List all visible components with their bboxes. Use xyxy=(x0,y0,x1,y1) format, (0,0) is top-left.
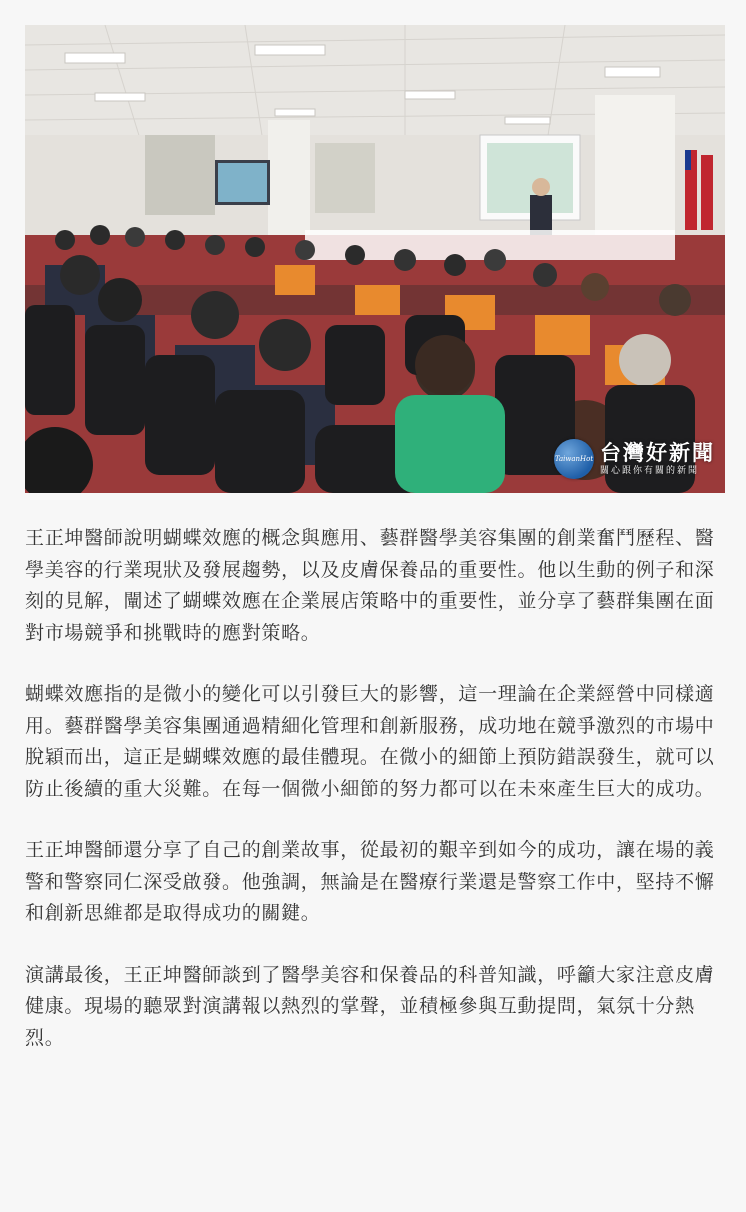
paragraph: 演講最後，王正坤醫師談到了醫學美容和保養品的科普知識，呼籲大家注意皮膚健康。現場的聽眾對演講報以熱烈的掌聲，並積極參與互動提問，氣氛十分熱烈。 xyxy=(25,963,715,1049)
paragraph: 蝴蝶效應指的是微小的變化可以引發巨大的影響，這一理論在企業經營中同樣適用。藝群醫學美容集團通過精細化管理和創新服務，成功地在競爭激烈的市場中脫穎而出，這正是蝴蝶效應的最佳體現。在微小的細節上預防錯誤發生，就可以防止後續的重大災難。在每一個微小細節的努力都可以在未來產生巨大的成功。 xyxy=(25,683,715,800)
news-watermark xyxy=(554,439,715,479)
lecture-hall-image xyxy=(25,25,725,493)
news-logo-text: TaiwanHot xyxy=(554,455,594,463)
watermark-text xyxy=(600,441,715,477)
watermark-title: 台灣好新聞 xyxy=(600,441,715,465)
paragraph: 王正坤醫師還分享了自己的創業故事，從最初的艱辛到如今的成功，讓在場的義警和警察同仁深受啟發。他強調，無論是在醫療行業還是警察工作中，堅持不懈和創新思維都是取得成功的關鍵。 xyxy=(25,839,715,924)
watermark-slogan: 關心跟你有關的新聞 xyxy=(600,466,700,476)
article-body xyxy=(25,523,725,1084)
paragraph: 王正坤醫師說明蝴蝶效應的概念與應用、藝群醫學美容集團的創業奮鬥歷程、醫學美容的行業現狀及發展趨勢，以及皮膚保養品的重要性。他以生動的例子和深刻的見解，闡述了蝴蝶效應在企業展店策略中的重要性，並分享了藝群集團在面對市場競爭和挑戰時的應對策略。 xyxy=(25,527,715,644)
news-logo-icon xyxy=(554,439,594,479)
lecture-photo xyxy=(25,25,725,493)
